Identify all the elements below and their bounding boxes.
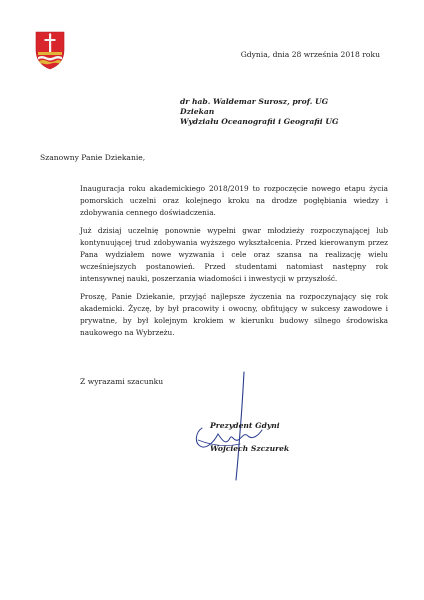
- body-paragraph-1: Inauguracja roku akademickiego 2018/2019 to rozpoczęcie nowego etapu życia pomorskich uczelni oraz kolejnego kroku na drodze pogłębiania wiedzy i zdobywania cennego doświadczenia.: [80, 184, 388, 217]
- closing-phrase: Z wyrazami szacunku: [80, 377, 164, 386]
- recipient-faculty: Wydziału Oceanografii i Geografii UG: [180, 117, 339, 126]
- signer-name: Wojciech Szczurek: [210, 444, 290, 453]
- recipient-name: dr hab. Waldemar Surosz, prof. UG: [180, 97, 329, 106]
- body-paragraph-2: Już dzisiaj uczelnię ponownie wypełni gwar młodzieży rozpoczynającej lub kontynuującej trud zdobywania wyższego wykształcenia. Przed kierowanym przez Pana wydziałem nowe wyzwania i cele oraz szansa na realizację wielu wcześniejszych postanowień. Przed studentami natomiast następny rok intensywnej nauki, poszerzania wiadomości i inwestycji w przyszłość.: [80, 226, 388, 283]
- gdynia-coat-of-arms-icon: [34, 30, 66, 70]
- body-paragraph-3: Proszę, Panie Dziekanie, przyjąć najlepsze życzenia na rozpoczynający się rok akademicki. Życzę, by był pracowity i owocny, obfitujący w sukcesy zawodowe i prywatne, by był kolejnym krokiem w kierunku budowy silnego środowiska naukowego na Wybrzeżu.: [80, 292, 388, 337]
- recipient-block: [180, 97, 338, 127]
- recipient-title: Dziekan: [180, 107, 215, 116]
- signer-title: Prezydent Gdyni: [210, 421, 280, 430]
- letter-date: Gdynia, dnia 28 września 2018 roku: [240, 50, 380, 59]
- salutation: Szanowny Panie Dziekanie,: [40, 153, 146, 162]
- letter-body: [80, 183, 388, 346]
- signer-block: [210, 420, 289, 454]
